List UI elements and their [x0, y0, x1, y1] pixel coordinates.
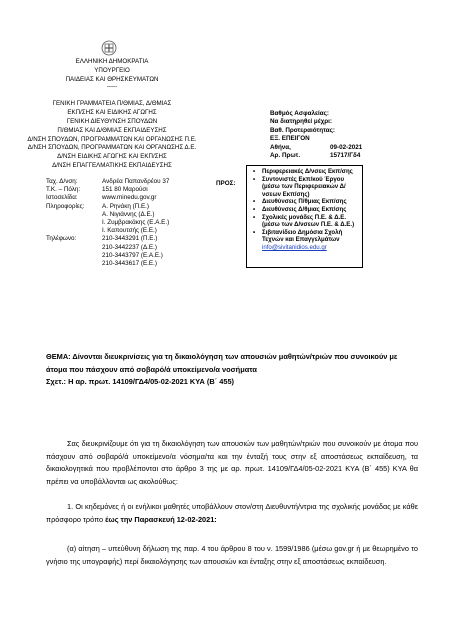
protocol-number: 15717/Γδ4: [330, 152, 361, 160]
date-value: 09-02-2021: [330, 143, 363, 151]
phone-number: 210-3442237 (Δ.Ε.): [102, 243, 157, 251]
info-person: Ι. Ζυμβρακάκης (Ε.Α.Ε.): [102, 219, 170, 227]
priority-label: Βαθ. Προτεραιότητας:: [270, 126, 335, 134]
to-label: ΠΡΟΣ:: [216, 180, 236, 187]
recipient-item: • Σχολικές μονάδες Π.Ε. & Δ.Ε. (μέσω των Δ/νσεων Π.Ε. & Δ.Ε.): [262, 214, 360, 229]
subject-text: Δίνονται διευκρινίσεις για τη δικαιολόγηση των απουσιών μαθητών/τριών που συνοικούν με άτομα που πάσχουν από σοβαρό/ά υποκείμενο/α νοσήματα: [46, 352, 398, 374]
city-label: Αθήνα,: [270, 143, 291, 151]
recipient-item: [262, 229, 360, 252]
postal-label: Τ.Κ. – Πόλη:: [46, 186, 81, 194]
header-line: Π/ΘΜΙΑΣ ΚΑΙ Δ/ΘΜΙΑΣ ΕΚΠΑΙΔΕΥΣΗΣ: [57, 126, 167, 134]
info-person: Ι. Καπουτσής (Ε.Ε.): [102, 227, 157, 235]
header-line: ΓΕΝΙΚΗ ΔΙΕΥΘΥΝΣΗ ΣΠΟΥΔΩΝ: [66, 117, 158, 125]
subject-reference: Σχετ.: Η αρ. πρωτ. 14109/ΓΔ4/05-02-2021 ΚΥΑ (Β΄ 455): [46, 377, 235, 386]
phone-number: 210-3443291 (Π.Ε.): [102, 235, 158, 243]
recipient-email-link[interactable]: info@sivitanidios.edu.gr: [262, 243, 327, 251]
postal-value: 151 80 Μαρούσι: [102, 186, 148, 194]
header-line: ΕΚΠ/ΣΗΣ ΚΑΙ ΕΙΔΙΚΗΣ ΑΓΩΓΗΣ: [67, 109, 157, 117]
header-line: ΠΑΙΔΕΙΑΣ ΚΑΙ ΘΡΗΣΚΕΥΜΑΤΩΝ: [65, 75, 159, 83]
greek-emblem-icon: [101, 40, 117, 56]
ministry-header: [2, 58, 222, 171]
recipient-item: • Περιφερειακές Δ/νσεις Εκπ/σης: [262, 168, 360, 176]
website-label: Ιστοσελίδα:: [46, 194, 78, 202]
header-line: Δ/ΝΣΗ ΕΠΑΓΓΕΛΜΑΤΙΚΗΣ ΕΚΠΑΙΔΕΥΣΗΣ: [52, 161, 172, 169]
info-label: Πληροφορίες:: [46, 202, 85, 210]
protocol-label: Αρ. Πρωτ.: [270, 152, 301, 160]
header-line: Δ/ΝΣΗ ΕΙΔΙΚΗΣ ΑΓΩΓΗΣ ΚΑΙ ΕΚΠ/ΣΗΣ: [57, 153, 167, 161]
body-paragraph: (α) αίτηση – υπεύθυνη δήλωση της παρ. 4 του άρθρου 8 του ν. 1599/1986 (μέσω gov.gr ή με θεωρημένο το γνήσιο της υπογραφής) περί δικαιολόγησης των απουσιών και ένταξης στην εξ αποστάσεως εκπαίδευση.: [46, 544, 418, 566]
header-line: ΓΕΝΙΚΗ ΓΡΑΜΜΑΤΕΙΑ Π/ΘΜΙΑΣ, Δ/ΘΜΙΑΣ: [52, 100, 172, 108]
subject-label: ΘΕΜΑ:: [46, 352, 71, 361]
body-paragraph: [46, 501, 418, 526]
paragraph-text: 1. Οι κηδεμόνες ή οι ενήλικοι μαθητές υποβάλλουν στον/στη Διευθυντή/ντρια της σχολικής μονάδας με κάθε πρόσφορο τρόπο: [46, 502, 418, 524]
subject-block: [46, 351, 416, 389]
address-label: Ταχ. Δ/νση:: [46, 178, 78, 185]
info-person: Α. Ρηνάκη (Π.Ε.): [102, 202, 150, 210]
header-line: -----: [106, 83, 118, 91]
phone-label: Τηλέφωνο:: [46, 235, 77, 243]
deadline-text: έως την Παρασκευή 12-02-2021:: [105, 514, 217, 524]
recipient-item: • Συντονιστές Εκπ/κού Έργου (μέσω των Περιφερειακών Δ/νσεων Εκπ/σης): [262, 176, 360, 199]
header-line: Δ/ΝΣΗ ΣΠΟΥΔΩΝ, ΠΡΟΓΡΑΜΜΑΤΩΝ ΚΑΙ ΟΡΓΑΝΩΣΗΣ Δ.Ε.: [27, 144, 197, 152]
info-person: Α. Νιγιάννης (Δ.Ε.): [102, 210, 155, 218]
website-value: www.minedu.gov.gr: [102, 194, 157, 202]
document-meta: [270, 110, 362, 160]
body-paragraph: Σας διευκρινίζουμε ότι για τη δικαιολόγηση των απουσιών των μαθητών/τριών που συνοικούν με άτομα που πάσχουν από σοβαρό/ά υποκείμενο/α νόσημα/τα και την ένταξή τους στην εξ αποστάσεως εκπαίδευση, τα δικαιολογητικά που προβλέπονται στο άρθρο 3 της με αρ. πρωτ. 14109/ΓΔ4/05-02-2021 ΚΥΑ (Β΄ 455) ΚΥΑ θα πρέπει να υποβάλλονται ως ακολούθως:: [46, 439, 418, 486]
recipient-item: • Διευθύνσεις Δ/θμιας Εκπ/σης: [262, 206, 360, 214]
urgency-value: ΕΞ. ΕΠΕΙΓΟΝ: [270, 135, 310, 143]
security-label: Βαθμός Ασφαλείας:: [270, 110, 330, 117]
header-line: ΥΠΟΥΡΓΕΙΟ: [94, 66, 130, 74]
address-value: Ανδρέα Παπανδρέου 37: [102, 178, 170, 185]
recipient-item-label: Σιβιτανίδειο Δημόσια Σχολή Τεχνών και Επαγγελμάτων: [262, 228, 343, 244]
header-line: Δ/ΝΣΗ ΣΠΟΥΔΩΝ, ΠΡΟΓΡΑΜΜΑΤΩΝ ΚΑΙ ΟΡΓΑΝΩΣΗΣ Π.Ε.: [27, 135, 197, 143]
contact-info: [46, 178, 169, 268]
recipient-item: • Διευθύνσεις Π/θμιας Εκπ/σης: [262, 198, 360, 206]
header-spacer: [2, 90, 222, 100]
recipients-box: [246, 165, 363, 268]
keep-until-label: Να διατηρηθεί μέχρι:: [270, 118, 332, 126]
header-line: ΕΛΛΗΝΙΚΗ ΔΗΜΟΚΡΑΤΙΑ: [75, 58, 149, 65]
phone-number: 210-3443617 (Ε.Ε.): [102, 260, 157, 268]
phone-number: 210-3443797 (Ε.Α.Ε.): [102, 251, 163, 259]
